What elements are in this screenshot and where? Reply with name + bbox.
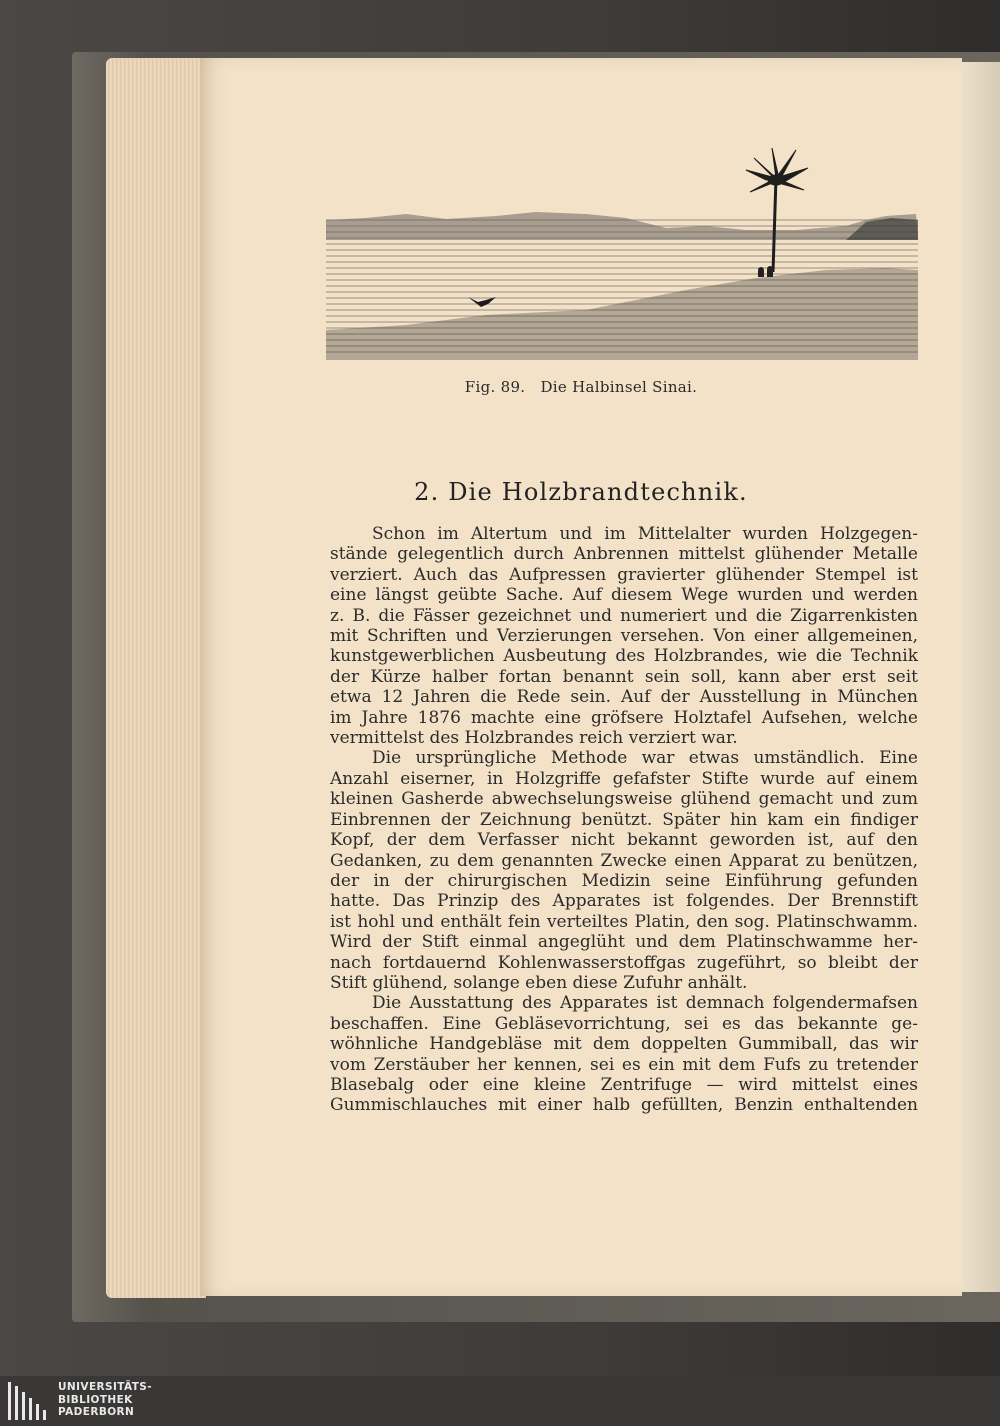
text-line: kunstgewerblichen Ausbeutung des Holzbrandes, wie die Technik	[330, 646, 918, 667]
text-line: Kopf, der dem Verfasser nicht bekannt geworden ist, auf den	[330, 830, 918, 851]
text-line: mit Schriften und Verzierungen versehen. Von einer allgemeinen,	[330, 626, 918, 647]
text-line: beschaffen. Eine Gebläsevorrichtung, sei es das bekannte ge-	[330, 1013, 918, 1034]
text-line: Blasebalg oder eine kleine Zentrifuge — wird mittelst eines	[330, 1074, 918, 1095]
figures-under-palm	[758, 266, 773, 277]
text-line: verziert. Auch das Aufpressen gravierter glühender Stempel ist	[330, 564, 918, 585]
palm-tree-icon	[746, 148, 808, 272]
library-name-line: UNIVERSITÄTS-	[58, 1381, 153, 1393]
bird-icon	[468, 297, 496, 307]
figure-caption	[200, 378, 962, 396]
facing-page-edge	[962, 62, 1000, 1292]
library-name	[58, 1381, 152, 1419]
library-footer	[0, 1376, 1000, 1426]
text-line: vom Zerstäuber her kennen, sei es ein mit dem Fufs zu tretender	[330, 1054, 918, 1075]
text-line: Stift glühend, solange eben diese Zufuhr anhält.	[330, 972, 748, 993]
foreground-dune	[326, 268, 918, 360]
text-line: Anzahl eiserner, in Holzgriffe gefafster Stifte wurde auf einem	[330, 768, 918, 789]
text-line: im Jahre 1876 machte eine gröfsere Holztafel Aufsehen, welche	[330, 707, 918, 728]
library-name-line: BIBLIOTHEK	[58, 1393, 133, 1406]
text-line: Die ursprüngliche Methode war etwas umständlich. Eine	[372, 748, 918, 769]
section-heading: 2. Die Holzbrandtechnik.	[414, 478, 748, 506]
text-line: vermittelst des Holzbrandes reich verziert war.	[330, 728, 738, 749]
text-line: etwa 12 Jahren die Rede sein. Auf der Ausstellung in München	[330, 687, 918, 708]
text-line: hatte. Das Prinzip des Apparates ist folgendes. Der Brennstift	[330, 891, 918, 912]
figure-illustration	[326, 140, 918, 360]
page-edges	[106, 58, 206, 1298]
text-line: Die Ausstattung des Apparates ist demnach folgendermafsen	[372, 993, 918, 1014]
library-logo-icon	[8, 1382, 52, 1420]
text-line: der in der chirurgischen Medizin seine Einführung gefunden	[330, 870, 918, 891]
text-line: Gedanken, zu dem genannten Zwecke einen Apparat zu benützen,	[330, 850, 918, 871]
text-line: der Kürze halber fortan benannt sein soll, kann aber erst seit	[330, 666, 918, 687]
figure-number: Fig. 89.	[464, 378, 526, 396]
text-line: z. B. die Fässer gezeichnet und numeriert und die Zigarrenkisten	[330, 605, 918, 626]
text-line: wöhnliche Handgebläse mit dem doppelten Gummiball, das wir	[330, 1034, 918, 1055]
text-line: Wird der Stift einmal angeglüht und dem Platinschwamme her-	[330, 932, 918, 953]
text-line: kleinen Gasherde abwechselungsweise glühend gemacht und zum	[330, 789, 918, 810]
text-line: Schon im Altertum und im Mittelalter wurden Holzgegen-	[372, 524, 918, 544]
body-text	[330, 524, 918, 1116]
text-line: Einbrennen der Zeichnung benützt. Später hin kam ein findiger	[330, 809, 918, 830]
text-line: stände gelegentlich durch Anbrennen mittelst glühender Metalle	[330, 544, 918, 565]
library-name-line: PADERBORN	[58, 1406, 135, 1418]
figure-caption-text: Die Halbinsel Sinai.	[540, 378, 698, 396]
text-line: nach fortdauernd Kohlenwasserstoffgas zugeführt, so bleibt der	[330, 952, 918, 973]
text-line: Gummischlauches mit einer halb gefüllten, Benzin enthaltenden	[330, 1095, 918, 1116]
text-line: ist hohl und enthält fein verteiltes Platin, den sog. Platinschwamm.	[330, 911, 918, 932]
text-line: eine längst geübte Sache. Auf diesem Wege wurden und werden	[330, 585, 918, 606]
